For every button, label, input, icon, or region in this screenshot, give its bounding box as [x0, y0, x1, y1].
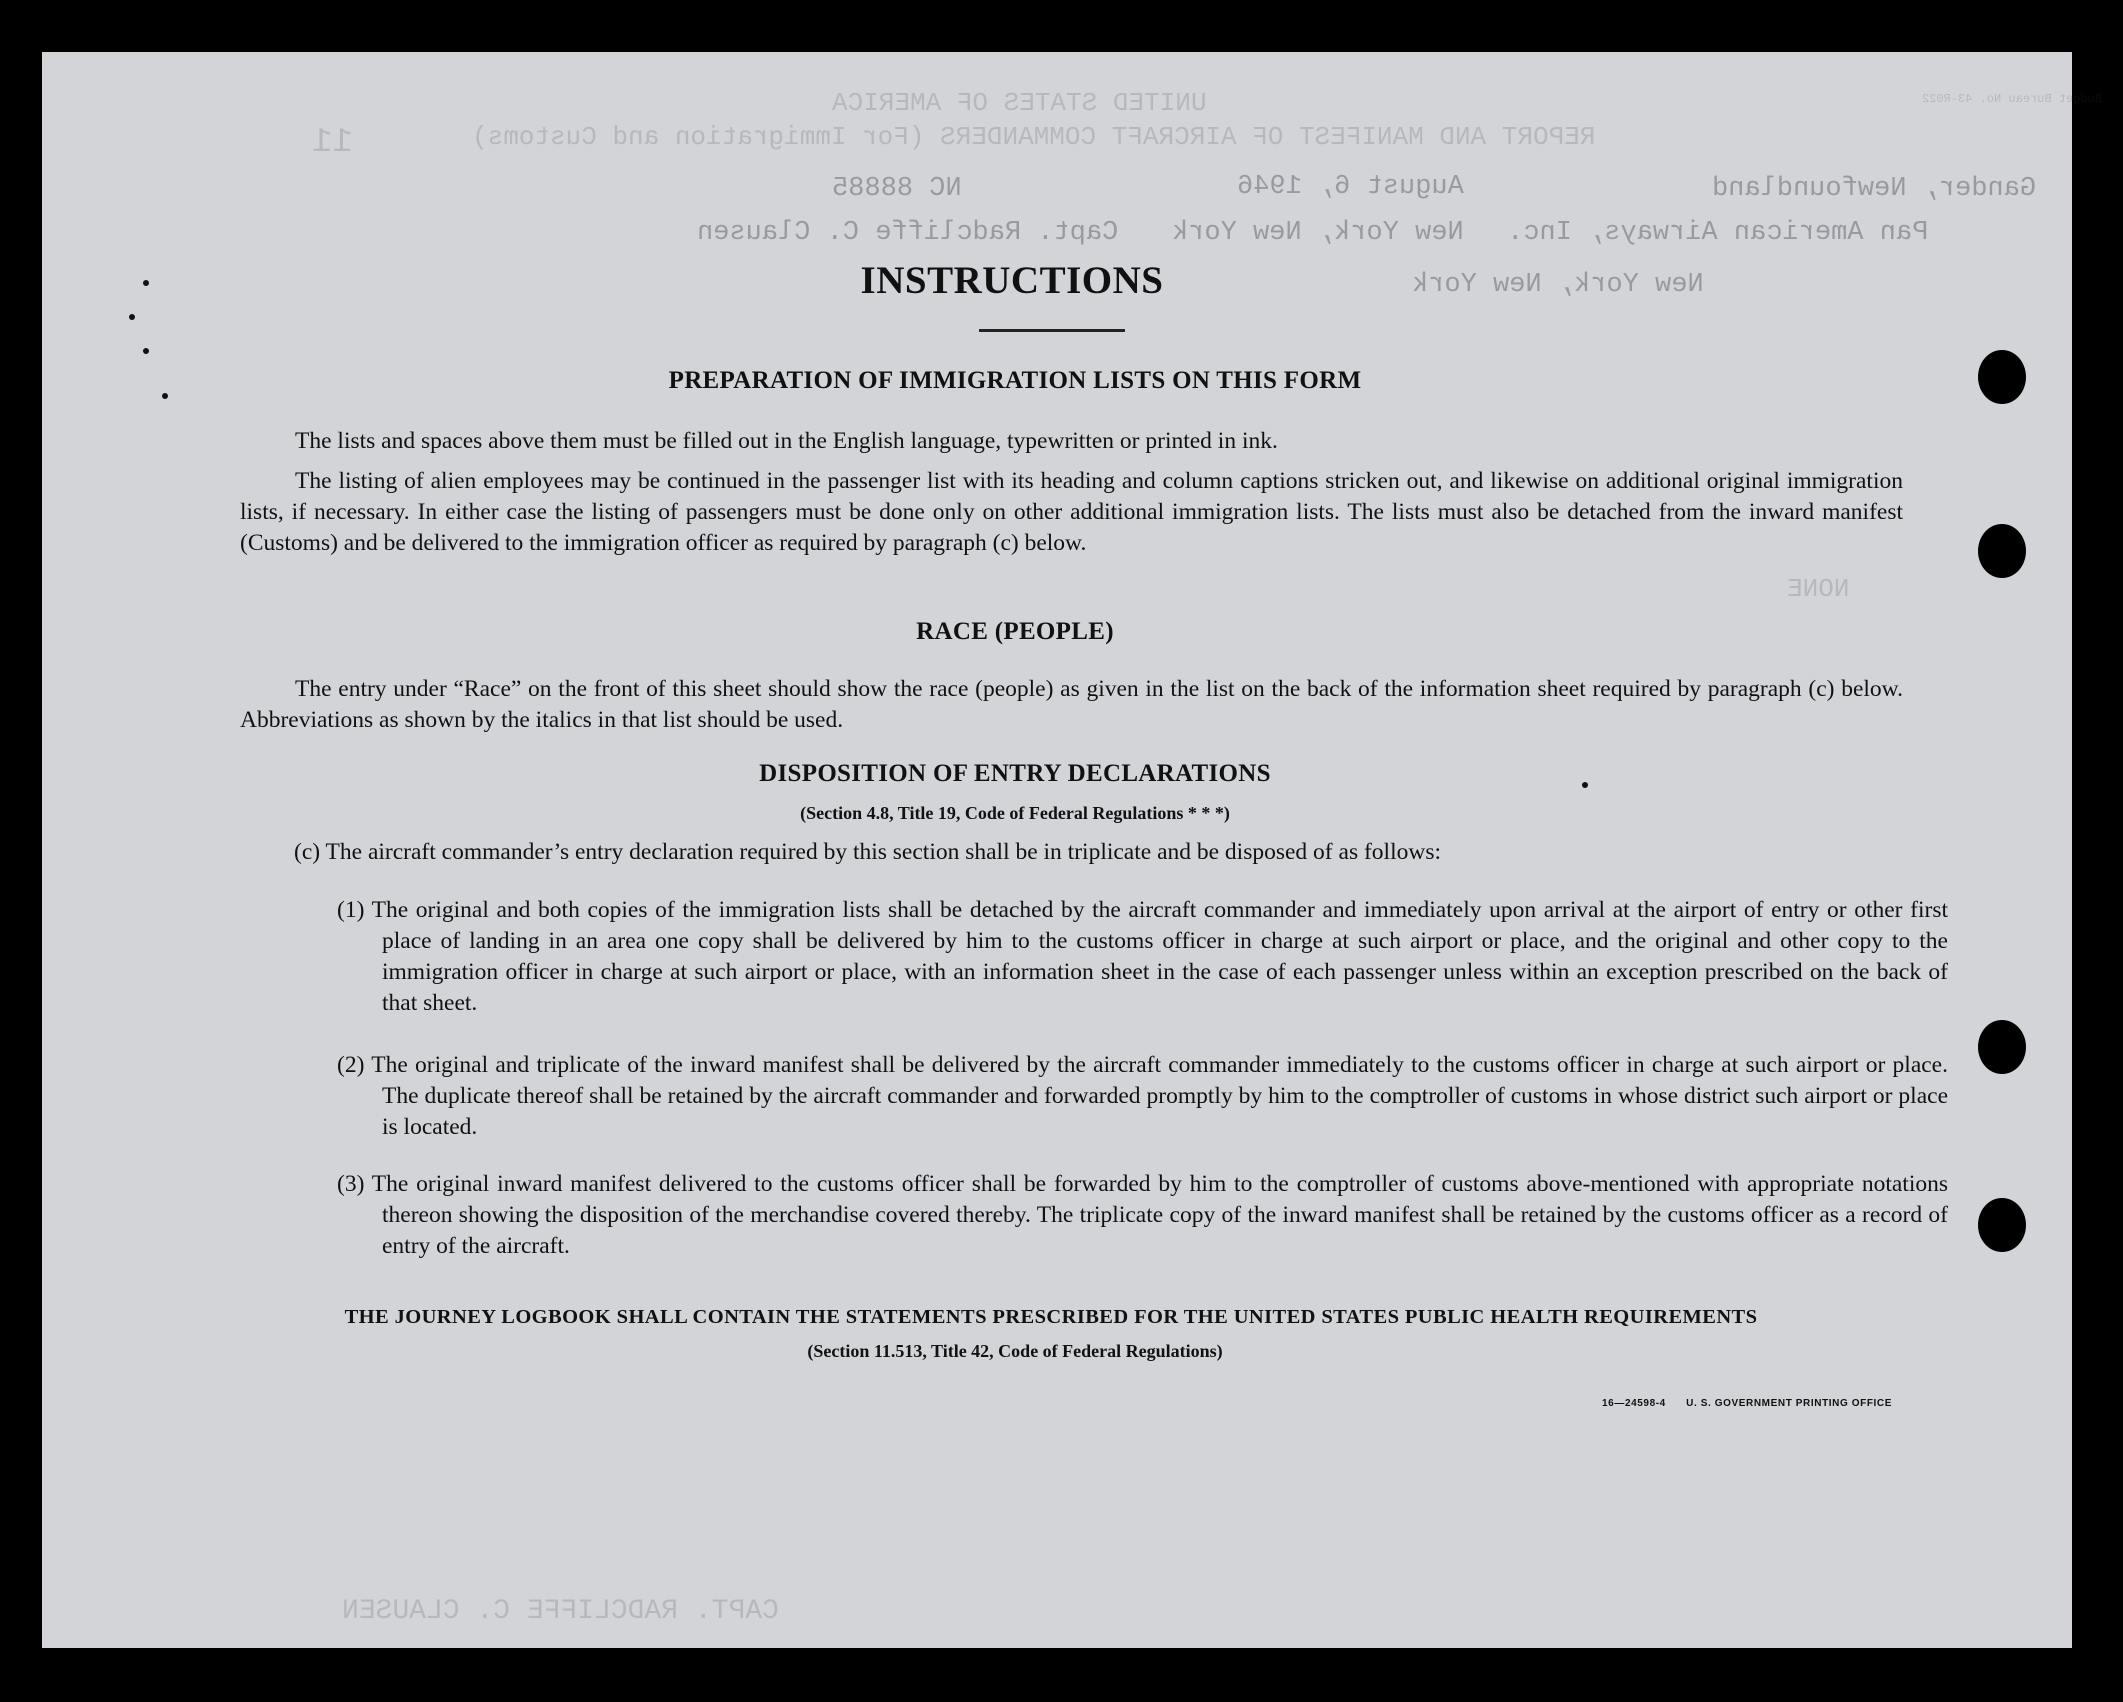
title-underline: [979, 329, 1125, 332]
document-page: [42, 52, 2103, 1648]
printer-imprint: [1392, 1398, 1892, 1409]
bleed-location: Gander, Newfoundland: [1712, 174, 2037, 204]
bleed-header-line-2: REPORT AND MANIFEST OF AIRCRAFT COMMANDERS (For Immigration and Customs): [472, 122, 1596, 152]
paragraph: The listing of alien employees may be continued in the passenger list with its heading and column captions stricken out, and likewise on additional original immigration lists, if necessary. In either case the listing of passengers must be done only on other additional immigration lists. The lists must also be detached from the inward manifest (Customs) and be delivered to the immigration officer as required by paragraph (c) below.: [240, 468, 1903, 556]
list-item: (2) The original and triplicate of the inward manifest shall be delivered by the aircraft commander immediately to the customs officer in charge at such airport or place. The duplicate thereof shall be retained by the aircraft commander and forwarded promptly by him to the comptroller of customs in whose district such airport or place is located.: [337, 1052, 1948, 1140]
footer-statement: THE JOURNEY LOGBOOK SHALL CONTAIN THE STATEMENTS PRESCRIBED FOR THE UNITED STATES PUBLIC HEALTH REQUIREMENTS: [344, 1306, 1758, 1328]
section-heading-race: RACE (PEOPLE): [916, 618, 1114, 645]
paragraph: The entry under “Race” on the front of this sheet should show the race (people) as given in the list on the back of the information sheet required by paragraph (c) below. Abbreviations as shown by the italics in that list should be used.: [240, 676, 1903, 733]
bleed-registration: NC 88885: [832, 174, 962, 204]
bleed-commander: Capt. Radcliffe C. Clausen: [697, 218, 1119, 248]
bleed-none-mark: NONE: [1787, 574, 1850, 604]
section-heading-immigration-lists: PREPARATION OF IMMIGRATION LISTS ON THIS FORM: [668, 367, 1362, 394]
section-heading-entry-declarations: DISPOSITION OF ENTRY DECLARATIONS: [759, 760, 1271, 787]
bleed-owner: Pan American Airways, Inc.: [1507, 218, 1929, 248]
form-number: 16—24598-4: [1602, 1398, 1666, 1409]
footer-citation: (Section 11.513, Title 42, Code of Federal Regulations): [807, 1341, 1223, 1361]
bleed-date: August 6, 1946: [1237, 172, 1464, 202]
paragraph-c: (c) The aircraft commander’s entry declaration required by this section shall be in triplicate and be disposed of as follows:: [294, 839, 1441, 865]
ink-speck: [129, 314, 135, 320]
ink-speck: [143, 348, 149, 354]
bleed-destination: New York, New York: [1412, 270, 1704, 300]
bleed-owner-city: New York, New York: [1172, 218, 1464, 248]
punch-hole: [1978, 1020, 2026, 1074]
printer-name: U. S. GOVERNMENT PRINTING OFFICE: [1686, 1398, 1892, 1409]
page-title: INSTRUCTIONS: [860, 259, 1164, 302]
bleed-page-mark: 11: [312, 124, 353, 162]
paragraph: The lists and spaces above them must be filled out in the English language, typewritten or printed in ink.: [295, 428, 1278, 454]
list-item: (3) The original inward manifest delivered to the customs officer shall be forwarded by him to the comptroller of customs above-mentioned with appropriate notations thereon showing the disposition of the merchandise covered thereby. The triplicate copy of the inward manifest shall be retained by the customs officer as a record of entry of the aircraft.: [337, 1171, 1948, 1259]
punch-hole: [1978, 1198, 2026, 1252]
list-item: (1) The original and both copies of the immigration lists shall be detached by the aircraft commander and immediately upon arrival at the airport of entry or other first place of landing in an area one copy shall be delivered by him to the customs officer in charge at such airport or place, and the original and other copy to the immigration officer in charge at such airport or place, with an information sheet in the case of each passenger unless within an exception prescribed on the back of that sheet.: [337, 897, 1948, 1016]
punch-hole: [1978, 524, 2026, 578]
bleed-top-right-note: Budget Bureau No. 43-R022: [1922, 92, 2103, 106]
bleed-header-line-1: UNITED STATES OF AMERICA: [832, 88, 1207, 118]
bleed-signature: CAPT. RADCLIFFE C. CLAUSEN: [342, 1596, 779, 1627]
section-citation: (Section 4.8, Title 19, Code of Federal Regulations * * *): [800, 803, 1230, 823]
